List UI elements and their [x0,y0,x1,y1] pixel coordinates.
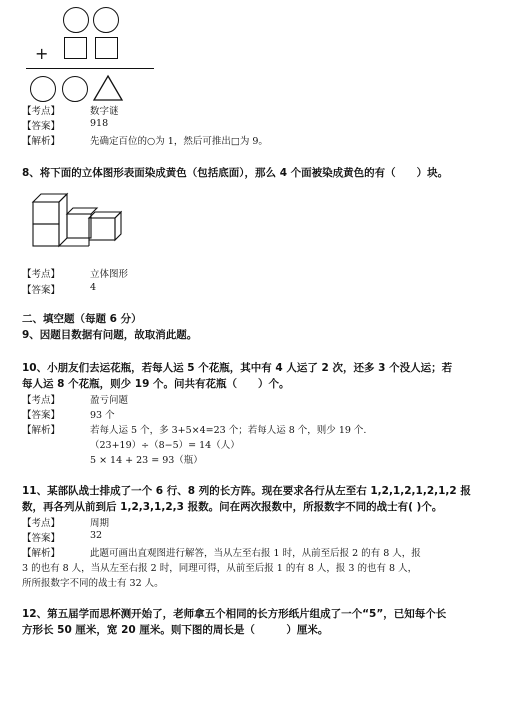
kaodian-value: 立体图形 [90,269,129,280]
sum-line [26,68,154,69]
triangle-digit [92,74,124,102]
question-8: 8、将下面的立体图形表面染成黄色（包括底面），那么 4 个面被染成黄色的有（ ）块。 [22,167,449,179]
circle-digit [93,7,119,33]
square-digit [64,37,87,59]
kaodian-label: 【考点】 [22,106,61,117]
answer-value: 918 [90,118,109,129]
cube-solid-figure [30,190,122,252]
question-10-line1: 10、小朋友们去运花瓶，若每人运 5 个花瓶，其中有 4 人运了 2 次，还多 3 个没人运；若 [22,362,453,374]
explanation-text: 此题可画出直观图进行解答，当从左至右报 1 时，从前至后报 2 的有 8 人，报 [90,548,421,559]
kaodian-label: 【考点】 [22,395,61,406]
explanation-text: 先确定百位的○为 1，然后可推出□为 9。 [90,136,268,147]
kaodian-value: 盈亏问题 [90,395,129,406]
explanation-label: 【解析】 [22,136,61,147]
question-9: 9、因题目数据有问题，故取消此题。 [22,329,198,341]
explanation-text: 若每人运 5 个，多 3+5×4=23 个；若每人运 8 个，则少 19 个. [90,425,367,436]
question-11-line2: 数，再各列从前到后 1,2,3,1,2,3 报数。问在两次报数中，所报数字不同的战士有( )个。 [22,501,443,513]
kaodian-label: 【考点】 [22,518,61,529]
answer-label: 【答案】 [22,533,61,544]
kaodian-value: 数字谜 [90,106,119,117]
answer-value: 93 个 [90,410,115,421]
answer-label: 【答案】 [22,121,61,132]
answer-label: 【答案】 [22,285,61,296]
answer-value: 32 [90,530,103,541]
section-heading: 二、填空题（每题 6 分） [22,313,142,325]
explanation-text: 5 × 14 + 23 = 93（瓶） [90,455,203,466]
kaodian-value: 周期 [90,518,110,529]
explanation-text: 所所报数字不同的战士有 32 人。 [22,578,164,589]
question-10-line2: 每人运 8 个花瓶，则少 19 个。问共有花瓶（ ）个。 [22,378,290,390]
answer-label: 【答案】 [22,410,61,421]
question-12-line1: 12、第五届学而思杯测开始了，老师拿五个相同的长方形纸片组成了一个“5”，已知每个长 [22,608,447,620]
explanation-text: （23+19）÷（8−5）= 14（人） [90,440,240,451]
circle-digit [63,7,89,33]
answer-value: 4 [90,282,97,293]
question-12-line2: 方形长 50 厘米，宽 20 厘米。则下图的周长是（ ）厘米。 [22,624,329,636]
circle-digit [62,76,88,102]
square-digit [95,37,118,59]
circle-digit [30,76,56,102]
explanation-label: 【解析】 [22,548,61,559]
explanation-label: 【解析】 [22,425,61,436]
kaodian-label: 【考点】 [22,269,61,280]
question-11-line1: 11、某部队战士排成了一个 6 行、8 列的长方阵。现在要求各行从左至右 1,2,1,2,1,2,1,2 报 [22,485,471,497]
explanation-text: 3 的也有 8 人，当从左至右报 2 时，同理可得，从前至后报 1 的有 8 人，报 3 的也有 8 人， [22,563,418,574]
plus-sign: + [35,44,49,63]
